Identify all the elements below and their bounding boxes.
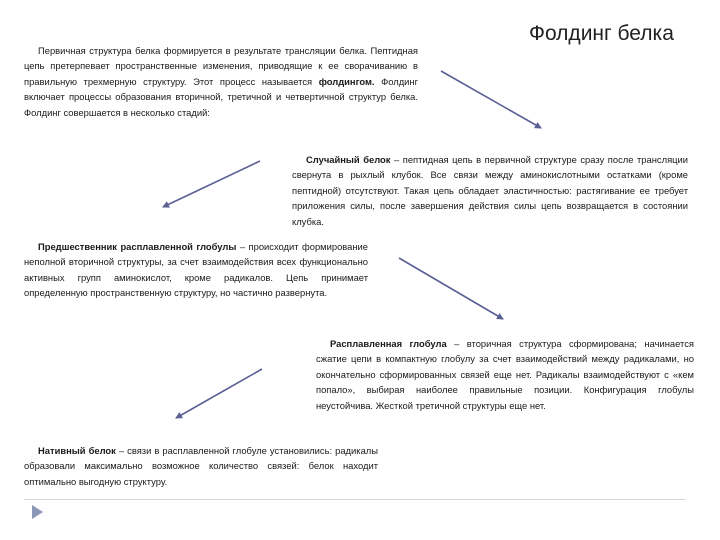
intro-term: фолдингом. (318, 75, 375, 87)
stage-lead: Предшественник расплавленной глобулы (38, 241, 237, 252)
stage-lead: Случайный белок (306, 154, 391, 165)
intro-text-pre: Первичная структура белка формируется в результате трансляции белка. Пептидная цепь претерпевает пространственные изменения, приводящие к ее сворачиванию в правильную трехмерную структуру. Этот процесс называется (24, 45, 418, 87)
footer-divider (24, 499, 686, 500)
stage-text: – связи в расплавленной глобуле установились: радикалы образовали максимально возможное количество связей: белок находит оптимально выгодную структуру. (24, 445, 378, 487)
arrow-4 (176, 369, 262, 418)
intro-text-post: Фолдинг включает процессы образования вторичной, третичной и четвертичной структур белка. Фолдинг совершается в несколько стадий: (24, 75, 419, 118)
arrow-2 (163, 161, 260, 207)
arrow-3 (399, 258, 503, 319)
slide-title: Фолдинг белка (529, 22, 674, 45)
stage-lead: Нативный белок (38, 445, 116, 456)
stage-text: – пептидная цепь в первичной структуре сразу после трансляции свернута в рыхлый клубок. Все связи между аминокислотными остатками (кроме пептидной) отсутствуют. Такая цепь обладает эластичностью: растягивание ее требует приложения силы, после завершения действия силы цепь возвращается в состоянии клубка. (292, 154, 688, 227)
stage-text: – вторичная структура сформирована; начинается сжатие цепи в компактную глобулу за счет взаимодействий между радикалами, но окончательно сформированных связей еще нет. Радикалы взаимодействуют с «кем попало», выбирая наиболее правильные позиции. Конфигурация глобулы неустойчива. Жесткой третичной структуры еще нет. (316, 338, 694, 411)
arrow-1 (441, 71, 541, 128)
stage-text: – происходит формирование неполной вторичной структуры, за счет взаимодействия всех функционально активных групп аминокислот, кроме радикалов. Цепь принимает определенную пространственную структуру, но частично развернута. (24, 241, 369, 299)
stage-lead: Расплавленная глобула (330, 338, 447, 349)
slide-marker-icon (30, 504, 46, 520)
